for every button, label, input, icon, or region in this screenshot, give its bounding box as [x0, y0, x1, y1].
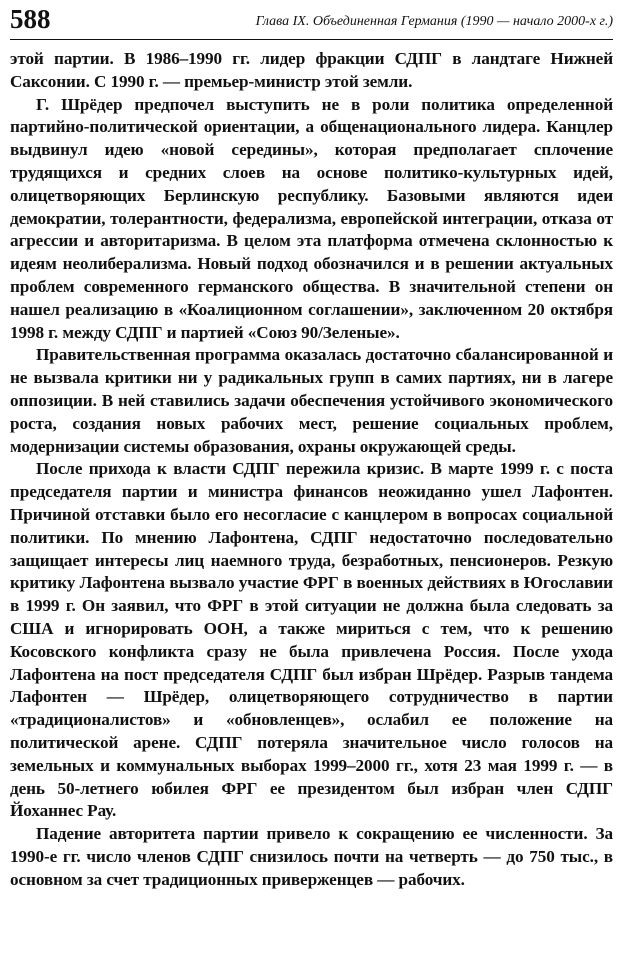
page-number: 588 [10, 4, 51, 34]
paragraph-continuation: этой партии. В 1986–1990 гг. лидер фракции СДПГ в ландтаге Нижней Саксонии. С 1990 г. — премьер-министр этой земли. [10, 49, 613, 91]
paragraph: Г. Шрёдер предпочел выступить не в роли политика определенной партийно-политической ориентации, а общенационального лидера. Канцлер выдвинул идею «новой середины», которая предполагает сплочение трудящихся и средних слоев на основе политико-культурных идей, олицетворяющих Берлинскую республику. Базовыми являются идеи демократии, толерантности, федерализма, европейской интеграции, отказа от агрессии и авторитаризма. В целом эта платформа отмечена склонностью к идеям неолиберализма. Новый подход обозначился и в решении актуальных проблем современного германского общества. В значительной степени он нашел реализацию в «Коалиционном соглашении», заключенном 20 октября 1998 г. между СДПГ и партией «Союз 90/Зеленые». [10, 94, 613, 342]
paragraph: Падение авторитета партии привело к сокращению ее численности. За 1990-е гг. число членов СДПГ снизилось почти на четверть — до 750 тыс., в основном за счет традиционных приверженцев — рабочих. [10, 824, 613, 889]
running-head [10, 4, 613, 40]
body-text [10, 48, 613, 891]
running-title: Глава IX. Объединенная Германия (1990 — начало 2000-х г.) [255, 14, 613, 29]
paragraph: Правительственная программа оказалась достаточно сбалансированной и не вызвала критики ни у радикальных групп в самих партиях, ни в лагере оппозиции. В ней ставились задачи обеспечения устойчивого экономического роста, создания новых рабочих мест, решение социальных проблем, модернизации системы образования, охраны окружающей среды. [10, 345, 613, 456]
paragraph: После прихода к власти СДПГ пережила кризис. В марте 1999 г. с поста председателя партии и министра финансов неожиданно ушел Лафонтен. Причиной отставки было его несогласие с канцлером в вопросах социальной политики. По мнению Лафонтена, СДПГ недостаточно последовательно защищает интересы лиц наемного труда, безработных, пенсионеров. Резкую критику Лафонтена вызвало участие ФРГ в военных действиях в Югославии в 1999 г. Он заявил, что ФРГ в этой ситуации не должна была следовать за США и игнорировать ООН, а также мириться с тем, что к решению Косовского конфликта сразу не была привлечена Россия. После ухода Лафонтена на пост председателя СДПГ был избран Шрёдер. Разрыв тандема Лафонтен — Шрёдер, олицетворяющего сотрудничество в партии «традиционалистов» и «обновленцев», ослабил ее положение на политической арене. СДПГ потеряла значительное число голосов на земельных и коммунальных выборах 1999–2000 гг., хотя 23 мая 1999 г. — в день 50-летнего юбилея ФРГ ее президентом был избран член СДПГ Йоханнес Рау. [10, 459, 613, 821]
